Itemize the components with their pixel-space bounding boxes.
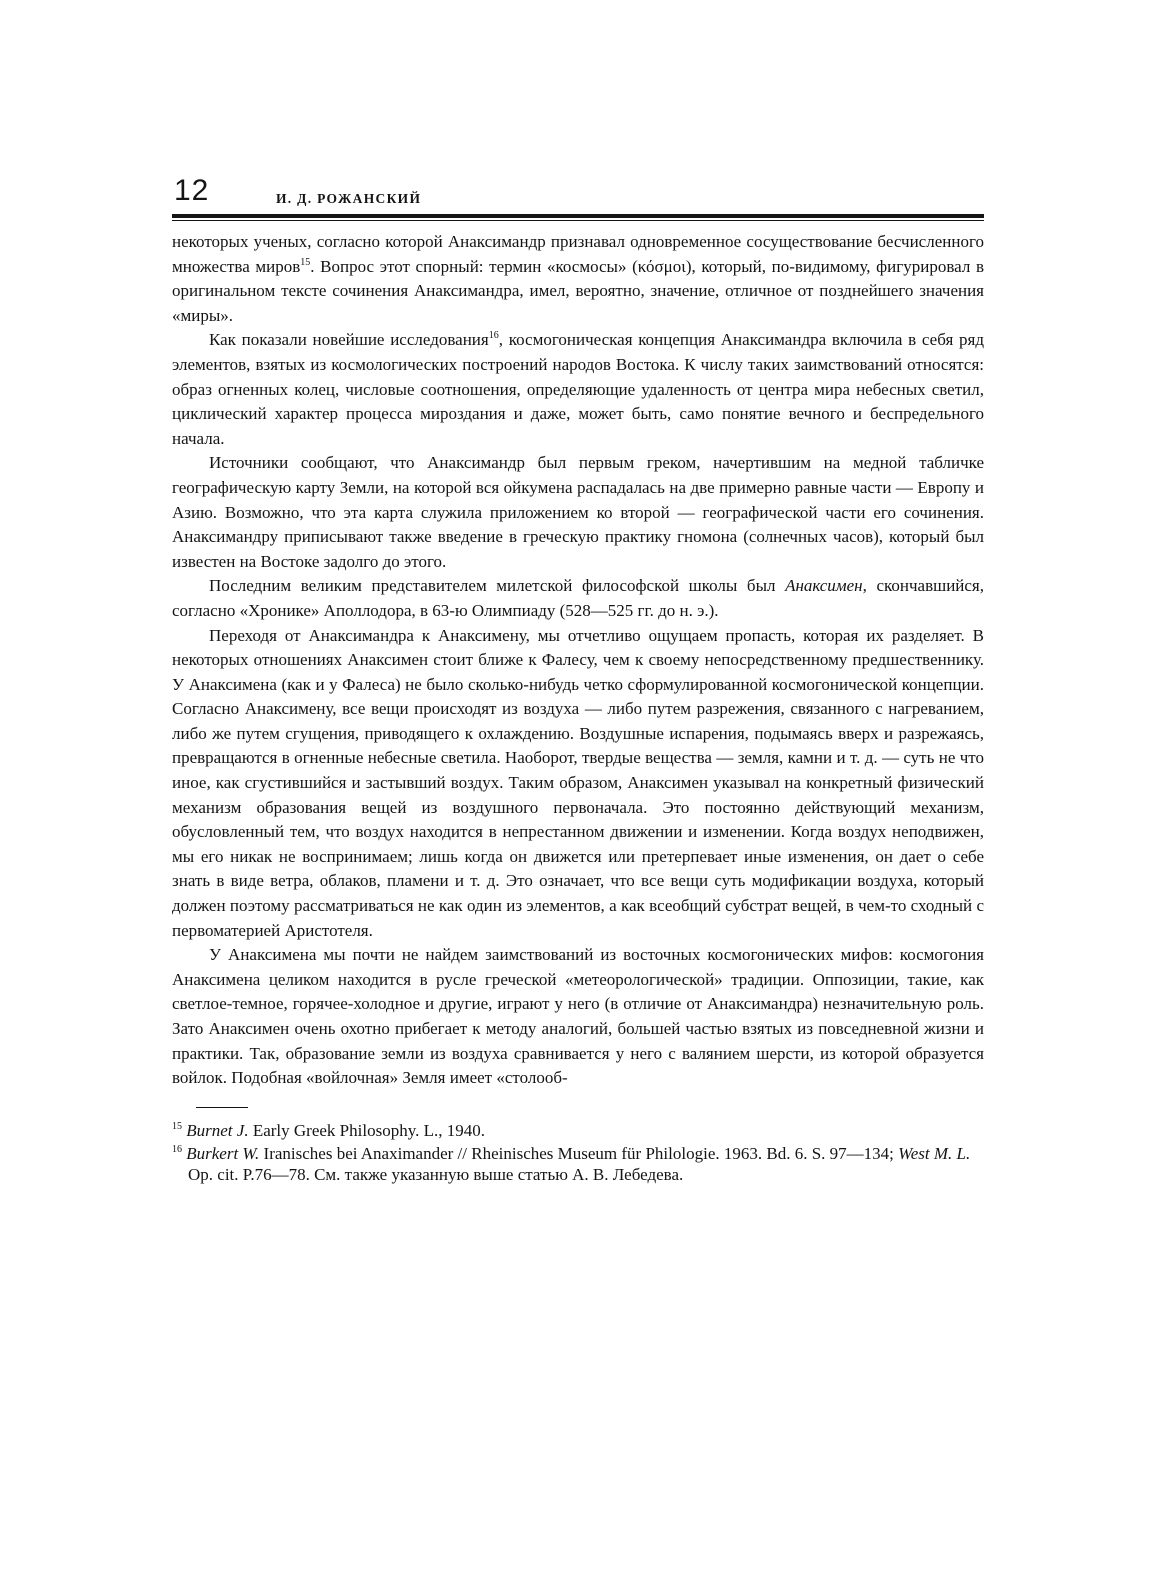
footnote-ref: 15 — [300, 256, 311, 268]
footnotes — [172, 1120, 984, 1185]
footnote-ref: 16 — [488, 330, 499, 342]
paragraph — [172, 328, 984, 451]
body-text — [172, 230, 984, 1091]
text-run: Источники сообщают, что Анаксимандр был первым греком, начертившим на медной табличке географическую карту Земли, на которой вся ойкумена распадалась на две примерно равные части — Европу и Азию. Возможно, что эта карта служила приложением ко второй — географической части его сочинения. Анаксимандру приписывают также введение в греческую практику гномона (солнечных часов), который был известен на Востоке задолго до этого. — [172, 453, 984, 571]
text-run: некоторых ученых, согласно которой Анаксимандр признавал одновременное сосуществование бесчисленного множества миров — [172, 232, 984, 276]
running-head: И. Д. РОЖАНСКИЙ — [276, 191, 422, 206]
text-run: , скончавшийся, согласно «Хронике» Аполлодора, в 63-ю Олимпиаду (528—525 гг. до н. э.). — [172, 576, 985, 620]
page-number: 12 — [174, 174, 210, 207]
italic-text: Burkert W. — [186, 1144, 260, 1164]
text-run: , космогоническая концепция Анаксимандра включила в себя ряд элементов, взятых из космологических построений народов Востока. К числу таких заимствований относятся: образ огненных колец, числовые соотношения, определяющие удаленность от центра мира небесных светил, циклический характер процесса мироздания и даже, может быть, само понятие вечного и беспредельного начала. — [172, 330, 984, 448]
paragraph — [172, 574, 984, 623]
footnote — [172, 1120, 984, 1141]
paragraph — [172, 451, 984, 574]
footnote — [172, 1143, 984, 1185]
text-run: Переходя от Анаксимандра к Анаксимену, мы отчетливо ощущаем пропасть, которая их разделяет. В некоторых отношениях Анаксимен стоит ближе к Фалесу, чем к своему непосредственному предшественнику. У Анаксимена (как и у Фалеса) не было сколько-нибудь четко сформулированной космогонической концепции. Согласно Анаксимену, все вещи происходят из воздуха — либо путем разрежения, связанного с нагреванием, либо же путем сгущения, приводящего к охлаждению. Воздушные испарения, подымаясь вверх и разрежаясь, превращаются в огненные небесные светила. Наоборот, твердые вещества — земля, камни и т. д. — суть не что иное, как сгустившийся и застывший воздух. Таким образом, Анаксимен указывал на конкретный физический механизм образования вещей из воздушного первоначала. Это постоянно действующий механизм, обусловленный тем, что воздух находится в непрестанном движении и изменении. Когда воздух неподвижен, мы его никак не воспринимаем; лишь когда он движется или претерпевает иные изменения, он дает о себе знать в виде ветра, облаков, пламени и т. д. Это означает, что все вещи суть модификации воздуха, который должен поэтому рассматриваться не как один из элементов, а как всеобщий субстрат вещей, в чем-то сходный с первоматерией Аристотеля. — [172, 625, 984, 940]
header-rule-thin — [172, 220, 984, 221]
page-header — [172, 168, 984, 214]
book-page — [172, 168, 984, 1187]
text-run: . Вопрос этот спорный: термин «космосы» (κόσμοι), который, по-видимому, фигурировал в оригинальном тексте сочинения Анаксимандра, имел, вероятно, значение, отличное от позднейшего значения «миры». — [172, 256, 984, 325]
text-run: У Анаксимена мы почти не найдем заимствований из восточных космогонических мифов: космогония Анаксимена целиком находится в русле греческой «метеорологической» традиции. Оппозиции, такие, как светлое-темное, горячее-холодное и другие, играют у него (в отличие от Анаксимандра) незначительную роль. Зато Анаксимен очень охотно прибегает к методу аналогий, большей частью взятых из повседневной жизни и практики. Так, образование земли из воздуха сравнивается у него с валянием шерсти, из которой образуется войлок. Подобная «войлочная» Земля имеет «столооб- — [172, 945, 984, 1088]
italic-text: Burnet J. — [186, 1121, 249, 1141]
paragraph — [172, 230, 984, 328]
footnote-separator — [196, 1107, 248, 1109]
footnote-ref: 16 — [172, 1144, 182, 1156]
text-run: Как показали новейшие исследования — [209, 330, 489, 350]
paragraph — [172, 624, 984, 944]
paragraph — [172, 943, 984, 1091]
italic-text: Анаксимен — [785, 576, 863, 596]
text-run: Early Greek Philosophy. L., 1940. — [248, 1121, 485, 1141]
text-run: Op. cit. P.76—78. См. также указанную выше статью А. В. Лебедева. — [188, 1165, 684, 1185]
text-run: Последним великим представителем милетской философской школы был — [209, 576, 786, 596]
italic-text: West M. L. — [898, 1144, 971, 1164]
header-rule — [172, 214, 984, 218]
footnote-ref: 15 — [172, 1121, 182, 1133]
text-run: Iranisches bei Anaximander // Rheinisches Museum für Philologie. 1963. Bd. 6. S. 97—134; — [259, 1144, 899, 1164]
